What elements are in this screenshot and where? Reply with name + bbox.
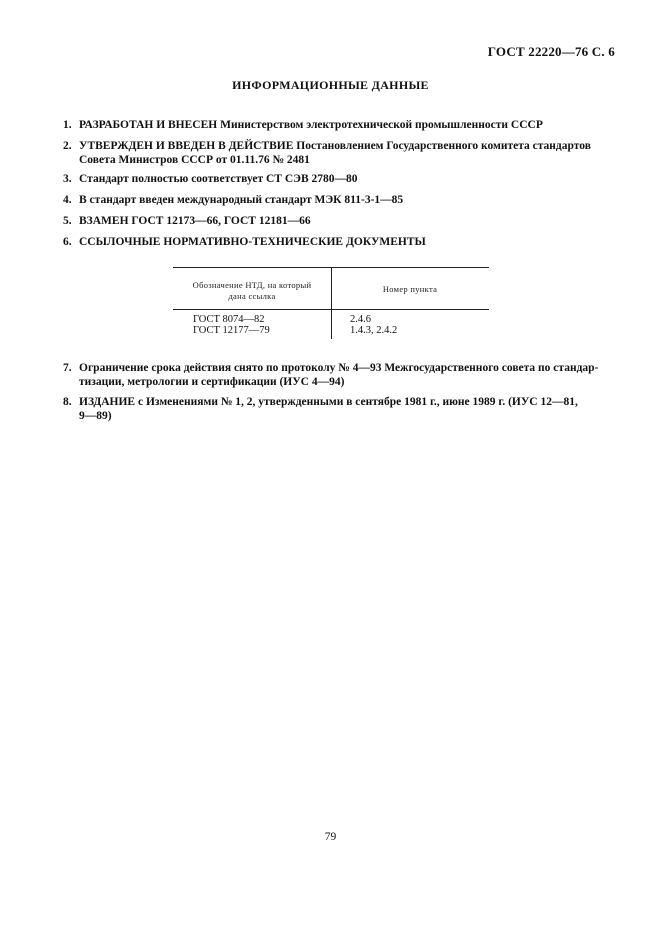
info-item-1: [63, 118, 603, 132]
table-cell-clause: 1.4.3, 2.4.2: [350, 325, 398, 336]
item-text-line-2: Совета Министров СССР от 01.11.76 № 2481: [79, 154, 310, 166]
item-text: ВЗАМЕН ГОСТ 12173—66, ГОСТ 12181—66: [79, 215, 311, 227]
table-cell-ntd: ГОСТ 12177—79: [193, 325, 270, 336]
item-text-line-2: 9—89): [79, 410, 112, 422]
item-number: 8.: [63, 396, 72, 408]
info-item-2: [63, 139, 603, 167]
column-header-ntd: [177, 280, 327, 302]
item-number: 1.: [63, 119, 72, 131]
item-number: 5.: [63, 215, 72, 227]
info-item-6: [63, 235, 603, 249]
reference-documents-table: [173, 267, 489, 336]
item-text: Стандарт полностью соответствует СТ СЭВ 2780—80: [79, 173, 358, 185]
item-number: 4.: [63, 194, 72, 206]
item-text: ССЫЛОЧНЫЕ НОРМАТИВНО-ТЕХНИЧЕСКИЕ ДОКУМЕНТЫ: [79, 236, 426, 248]
column-header-clause: Номер пункта: [382, 284, 438, 294]
item-number: 3.: [63, 173, 72, 185]
info-item-7: [63, 361, 603, 389]
table-cell-clause: 2.4.6: [350, 314, 371, 325]
item-text-line-1: УТВЕРЖДЕН И ВВЕДЕН В ДЕЙСТВИЕ Постановлением Государственного комитета стандартов: [79, 140, 591, 152]
info-item-8: [63, 395, 603, 423]
clause-column: [350, 314, 397, 336]
item-number: 7.: [63, 362, 72, 374]
info-item-3: [63, 172, 603, 186]
ntd-column: [193, 314, 270, 336]
column-header-ntd-line-2: дана ссылка: [228, 291, 276, 301]
table-cell-ntd: ГОСТ 8074—82: [193, 314, 265, 325]
item-text-line-2: тизации, метрологии и сертификации (ИУС 4—94): [79, 376, 345, 388]
page-number: 79: [324, 831, 337, 843]
document-header: ГОСТ 22220—76 С. 6: [487, 44, 615, 59]
section-title: ИНФОРМАЦИОННЫЕ ДАННЫЕ: [232, 78, 429, 92]
info-item-5: [63, 214, 603, 228]
item-text-line-1: Ограничение срока действия снято по протоколу № 4—93 Межгосударственного совета по стандар-: [79, 362, 599, 374]
item-number: 2.: [63, 140, 72, 152]
info-item-4: [63, 193, 603, 207]
column-header-ntd-line-1: Обозначение НТД, на который: [192, 280, 312, 290]
item-text: РАЗРАБОТАН И ВНЕСЕН Министерством электротехнической промышленности СССР: [79, 119, 543, 131]
table-column-divider: [331, 268, 332, 339]
item-text-line-1: ИЗДАНИЕ с Изменениями № 1, 2, утвержденными в сентябре 1981 г., июне 1989 г. (ИУС 12—81,: [79, 396, 578, 408]
item-number: 6.: [63, 236, 72, 248]
table-header-divider: [173, 309, 489, 310]
item-text: В стандарт введен международный стандарт МЭК 811-3-1—85: [79, 194, 404, 206]
